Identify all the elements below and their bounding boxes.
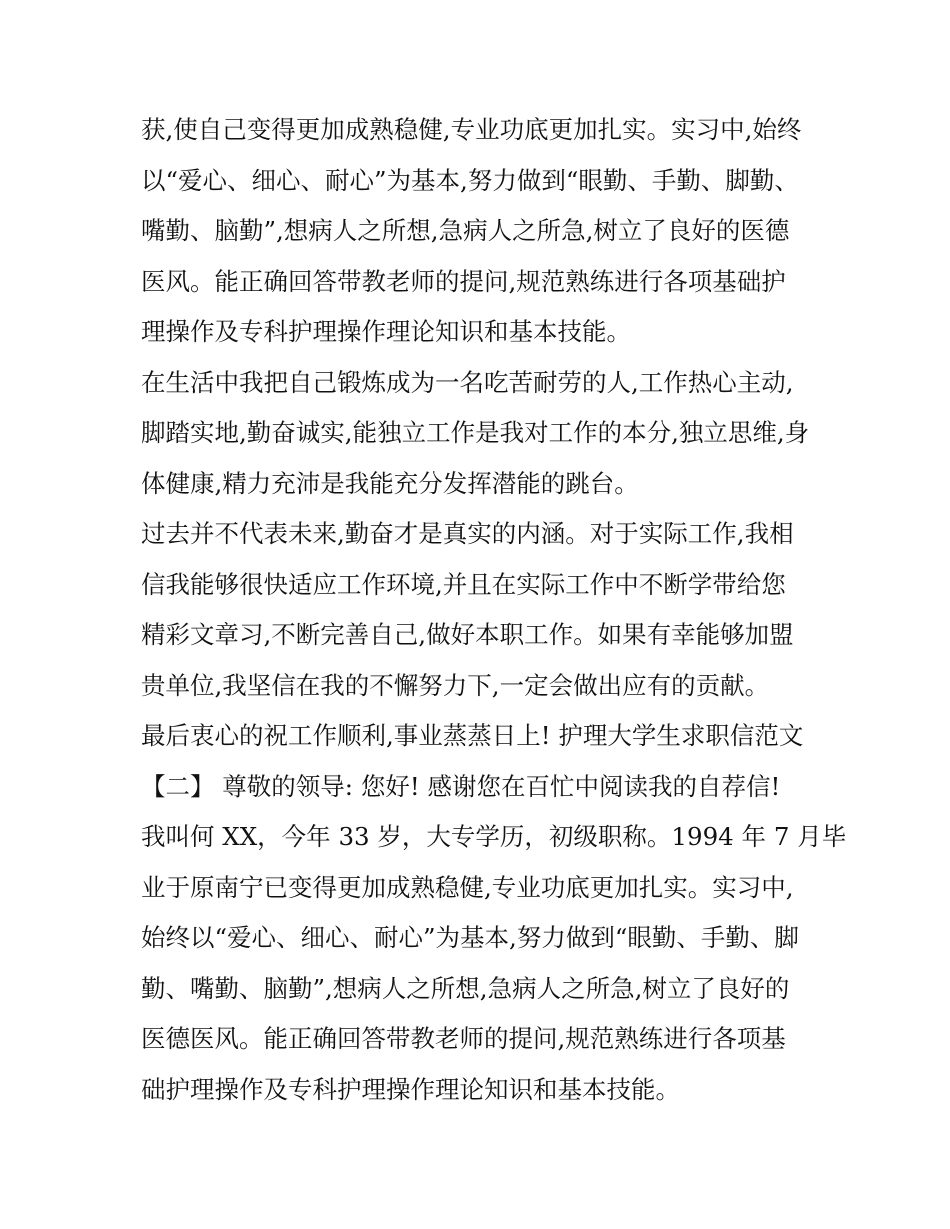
body-text: [141, 105, 847, 1115]
text-line: 以“爱心、细心、耐心”为基本,努力做到“眼勤、手勤、脚勤、: [141, 165, 799, 195]
text-line: 过去并不代表未来,勤奋才是真实的内涵。对于实际工作,我相: [141, 519, 794, 548]
text-line: 体健康,精力充沛是我能充分发挥潜能的跳台。: [141, 468, 639, 498]
text-line: 嘴勤、脑勤”,想病人之所想,急病人之所急,树立了良好的医德: [141, 216, 790, 245]
text-line: 础护理操作及专科护理操作理论知识和基本技能。: [141, 1074, 680, 1104]
text-line: 始终以“爱心、细心、耐心”为基本,努力做到“眼勤、手勤、脚: [141, 923, 799, 952]
text-line: 获,使自己变得更加成熟稳健,专业功底更加扎实。实习中,始终: [141, 115, 802, 144]
text-line: 业于原南宁已变得更加成熟稳健,专业功底更加扎实。实习中,: [141, 872, 794, 902]
text-line: 最后衷心的祝工作顺利,事业蒸蒸日上! 护理大学生求职信范文: [141, 721, 804, 750]
text-line: 理操作及专科护理操作理论知识和基本技能。: [141, 317, 631, 346]
text-line: 我叫何 XX，今年 33 岁，大专学历，初级职称。1994 年 7 月毕: [141, 822, 847, 851]
text-line: 勤、嘴勤、脑勤”,想病人之所想,急病人之所急,树立了良好的: [141, 973, 790, 1003]
text-line: 精彩文章习,不断完善自己,做好本职工作。如果有幸能够加盟: [141, 620, 794, 649]
text-line: 医风。能正确回答带教老师的提问,规范熟练进行各项基础护: [141, 266, 786, 296]
text-line: 贵单位,我坚信在我的不懈努力下,一定会做出应有的贡献。: [141, 670, 770, 700]
text-line: 信我能够很快适应工作环境,并且在实际工作中不断学带给您: [141, 569, 786, 599]
text-line: 【二】 尊敬的领导: 您好! 感谢您在百忙中阅读我的自荐信!: [141, 771, 781, 801]
text-line: 医德医风。能正确回答带教老师的提问,规范熟练进行各项基: [141, 1024, 786, 1053]
text-line: 在生活中我把自己锻炼成为一名吃苦耐劳的人,工作热心主动,: [141, 367, 794, 397]
text-line: 脚踏实地,勤奋诚实,能独立工作是我对工作的本分,独立思维,身: [141, 418, 810, 447]
